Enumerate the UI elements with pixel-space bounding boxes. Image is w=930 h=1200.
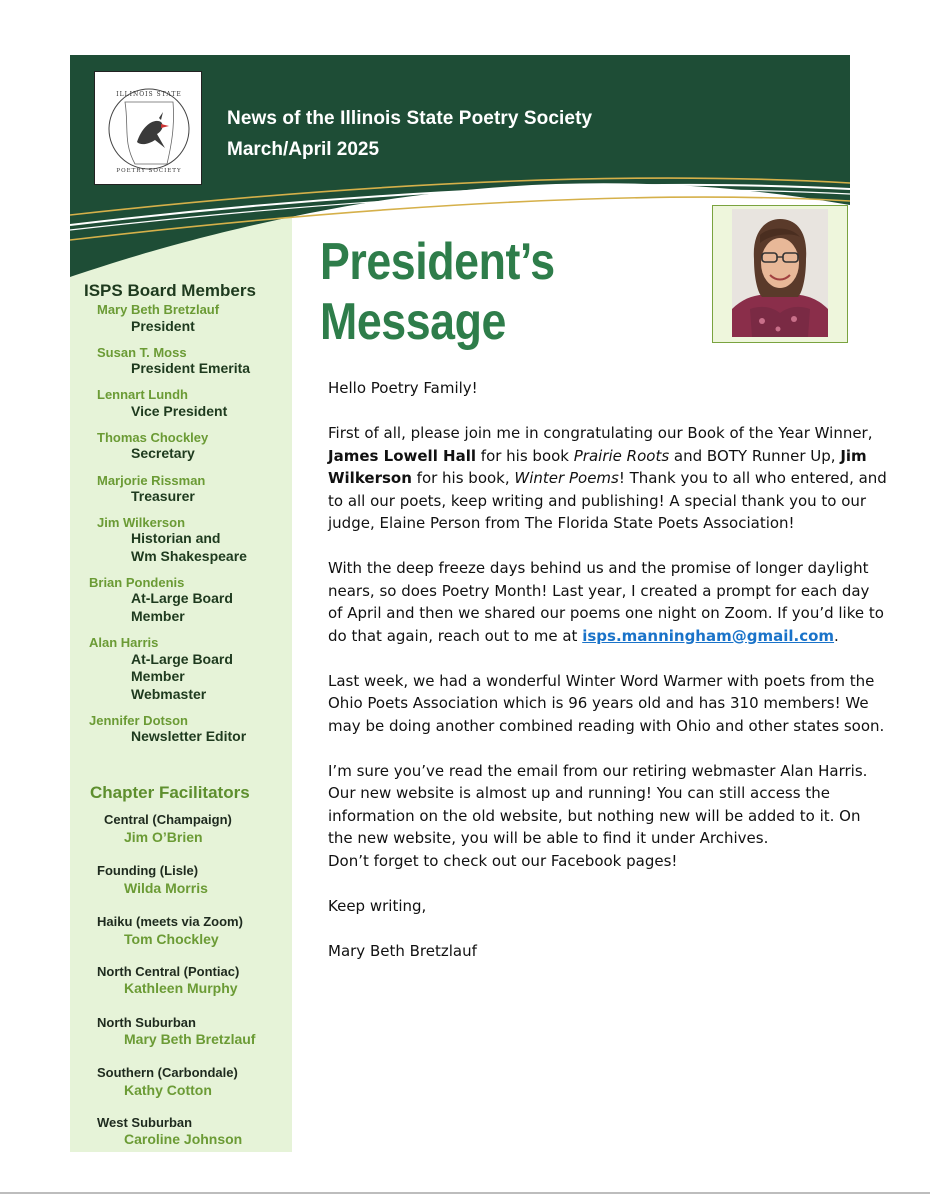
board-member-role: President Emerita — [131, 360, 251, 376]
board-member-name: Lennart Lundh — [97, 387, 188, 402]
text: With the deep freeze days behind us and the promise of longer daylight nears, so does Poetry Month! Last year, I created a prompt for each day of April and then we shared our poems one night on Zoom. If you’d like to do that again, reach out to me at — [328, 559, 884, 645]
chapters-heading: Chapter Facilitators — [90, 783, 250, 802]
board-member-role: At-Large Board — [131, 590, 233, 606]
presidents-message-title: President’s Message — [320, 233, 555, 351]
newsletter-title: News of the Illinois State Poetry Society — [227, 108, 593, 129]
chapter-name: Founding (Lisle) — [97, 863, 199, 878]
board-member-role: Webmaster — [131, 686, 207, 702]
text: Don’t forget to check out our Facebook pages! — [328, 851, 678, 870]
chapter-facilitator: Mary Beth Bretzlauf — [124, 1031, 256, 1047]
svg-text:ILLINOIS STATE: ILLINOIS STATE — [116, 91, 182, 98]
paragraph-congratulations — [328, 422, 888, 535]
text: . — [834, 626, 839, 645]
text: ! Thank you to all who entered, and to all our poets, keep writing and publishing! A special thank you to our judge, Elaine Person from The Florida State Poets Association! — [328, 469, 887, 532]
winner-name: James Lowell Hall — [328, 446, 477, 465]
board-member-name: Jennifer Dotson — [89, 713, 188, 728]
board-member-role: Member — [131, 668, 185, 684]
letter-body — [328, 377, 888, 985]
board-member-role: Vice President — [131, 403, 228, 419]
newsletter-date: March/April 2025 — [227, 139, 380, 160]
text: First of all, please join me in congratulating our Book of the Year Winner, — [328, 424, 873, 442]
chapter-name: Haiku (meets via Zoom) — [97, 914, 243, 929]
board-heading: ISPS Board Members — [84, 281, 256, 300]
closing: Keep writing, — [328, 896, 427, 915]
runner-up-name: Jim Wilkerson — [328, 446, 867, 487]
book-title: Prairie Roots — [573, 446, 670, 465]
chapter-facilitator: Caroline Johnson — [124, 1131, 243, 1147]
greeting: Hello Poetry Family! — [328, 379, 478, 397]
chapter-name: North Central (Pontiac) — [97, 964, 240, 979]
chapter-facilitator: Tom Chockley — [124, 931, 219, 947]
board-member-name: Thomas Chockley — [97, 430, 209, 445]
chapter-name: Central (Champaign) — [104, 812, 232, 827]
text: and BOTY Runner Up, — [669, 446, 841, 465]
svg-text:POETRY SOCIETY: POETRY SOCIETY — [116, 168, 182, 174]
paragraph-website — [328, 760, 888, 873]
paragraph-word-warmer: Last week, we had a wonderful Winter Word Warmer with poets from the Ohio Poets Association which is 96 years old and has 310 members! We may be doing another combined reading with Ohio and other states soon. — [328, 671, 885, 735]
paragraph-poetry-month — [328, 557, 888, 647]
chapter-name: Southern (Carbondale) — [97, 1065, 238, 1080]
board-member-name: Marjorie Rissman — [97, 473, 206, 488]
board-member-role: Treasurer — [131, 488, 195, 504]
email-link[interactable]: isps.manningham@gmail.com — [582, 626, 835, 645]
president-photo — [712, 205, 848, 343]
chapter-facilitator: Wilda Morris — [124, 880, 208, 896]
page-bottom-rule — [0, 1192, 930, 1194]
board-member-role: President — [131, 318, 195, 334]
chapter-facilitator: Kathy Cotton — [124, 1082, 212, 1098]
board-member-role: Historian and — [131, 530, 221, 546]
board-member-name: Mary Beth Bretzlauf — [97, 302, 220, 317]
chapter-name: North Suburban — [97, 1015, 196, 1030]
signature: Mary Beth Bretzlauf — [328, 941, 477, 960]
board-member-role: Secretary — [131, 445, 195, 461]
chapter-name: West Suburban — [97, 1115, 193, 1130]
text: I’m sure you’ve read the email from our retiring webmaster Alan Harris. Our new website is almost up and running! You can still access the information on the old website, but nothing new will be added to it. On the new website, you will be able to find it under Archives. — [328, 761, 868, 847]
board-member-name: Brian Pondenis — [89, 575, 185, 590]
board-member-role: Newsletter Editor — [131, 728, 247, 744]
isps-logo — [94, 71, 202, 185]
text: for his book, — [411, 469, 515, 487]
board-member-role: At-Large Board — [131, 651, 233, 667]
board-member-role: Wm Shakespeare — [131, 548, 247, 564]
board-member-name: Susan T. Moss — [97, 345, 187, 360]
board-member-name: Alan Harris — [89, 635, 159, 650]
board-member-role: Member — [131, 608, 185, 624]
board-member-name: Jim Wilkerson — [97, 515, 186, 530]
chapter-facilitator: Kathleen Murphy — [124, 980, 238, 996]
chapter-facilitator: Jim O’Brien — [124, 829, 203, 845]
text: for his book — [476, 446, 574, 465]
book-title: Winter Poems — [514, 469, 619, 487]
